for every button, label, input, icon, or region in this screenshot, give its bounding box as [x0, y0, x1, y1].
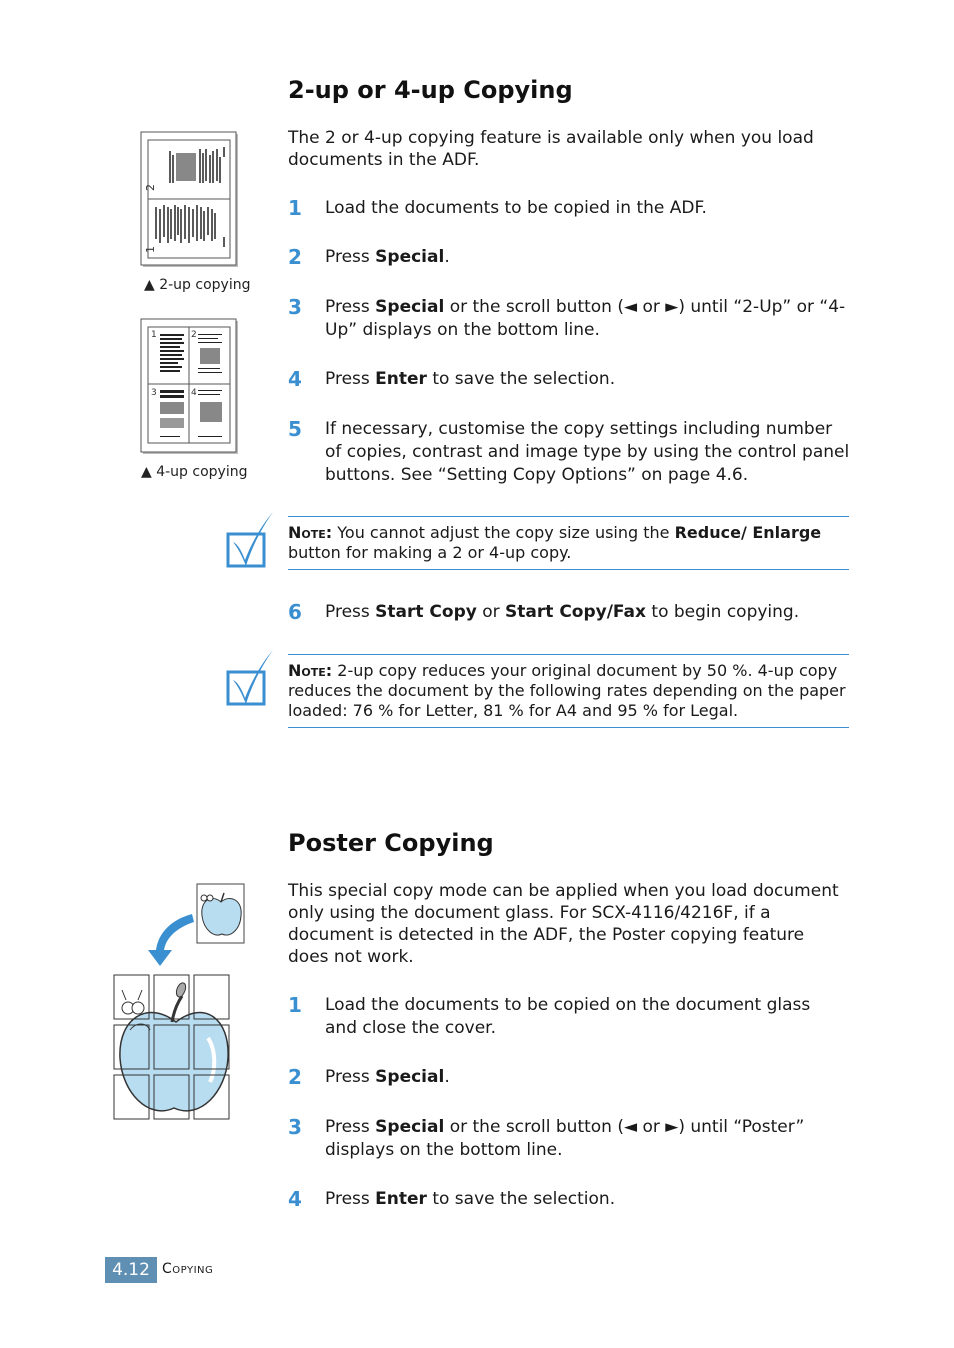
section2-intro: This special copy mode can be applied when you load document only using the document glass. For SCX-4116/4216F, if a document is detected in the ADF, the Poster copying feature does not work.	[288, 881, 839, 967]
step-1-text: Load the documents to be copied in the ADF.	[325, 198, 707, 218]
poster-step-3-number: 3	[288, 1115, 302, 1139]
step-4-number: 4	[288, 367, 302, 391]
note-check-icon	[225, 508, 277, 570]
step-3-number: 3	[288, 295, 302, 319]
4up-page-label-3: 3	[151, 388, 157, 398]
step-5-number: 5	[288, 417, 302, 441]
4up-page-label-2: 2	[191, 330, 197, 340]
note-label: Note:	[288, 661, 333, 680]
2up-copying-illustration	[140, 131, 240, 269]
section-title-2up-4up: 2-up or 4-up Copying	[288, 76, 573, 104]
chapter-label: Copying	[162, 1261, 214, 1277]
step-1-number: 1	[288, 196, 302, 220]
2up-page-label-top: 2	[144, 184, 157, 191]
poster-step-3-text: Press Special or the scroll button (◄ or ►) until “Poster” displays on the bottom line.	[325, 1117, 805, 1160]
step-2-text: Press Special.	[325, 247, 450, 267]
step-6-text: Press Start Copy or Start Copy/Fax to begin copying.	[325, 602, 800, 622]
poster-step-4-text: Press Enter to save the selection.	[325, 1189, 616, 1209]
note-1: Note: You cannot adjust the copy size using the Reduce/ Enlarge button for making a 2 or 4-up copy.	[288, 516, 849, 570]
4up-copying-illustration	[140, 318, 240, 456]
step-5-text: If necessary, customise the copy settings including number of copies, contrast and image type by using the control panel buttons. See “Setting Copy Options” on page 4.6.	[325, 419, 850, 485]
caption-4up: ▲ 4-up copying	[141, 464, 248, 480]
note-2: Note: 2-up copy reduces your original document by 50 %. 4-up copy reduces the document by the following rates depending on the paper loaded: 76 % for Letter, 81 % for A4 and 95 % for Legal.	[288, 654, 849, 728]
step-3-text: Press Special or the scroll button (◄ or ►) until “2-Up” or “4-Up” displays on the bottom line.	[325, 297, 846, 340]
poster-step-2-text: Press Special.	[325, 1067, 450, 1087]
section1-intro: The 2 or 4-up copying feature is available only when you load documents in the ADF.	[288, 128, 814, 170]
4up-page-label-4: 4	[191, 388, 197, 398]
caption-2up: ▲ 2-up copying	[144, 277, 251, 293]
poster-copying-illustration	[108, 880, 253, 1124]
poster-step-1-number: 1	[288, 993, 302, 1017]
step-6-number: 6	[288, 600, 302, 624]
2up-page-label-bottom: 1	[144, 246, 157, 253]
4up-page-label-1: 1	[151, 330, 157, 340]
page-number: 4.12	[105, 1257, 157, 1283]
step-4-text: Press Enter to save the selection.	[325, 369, 616, 389]
poster-step-1-text: Load the documents to be copied on the document glass and close the cover.	[325, 995, 811, 1038]
step-2-number: 2	[288, 245, 302, 269]
note-check-icon	[225, 646, 277, 708]
section-title-poster: Poster Copying	[288, 829, 494, 857]
note-label: Note:	[288, 523, 333, 542]
poster-step-2-number: 2	[288, 1065, 302, 1089]
poster-step-4-number: 4	[288, 1187, 302, 1211]
